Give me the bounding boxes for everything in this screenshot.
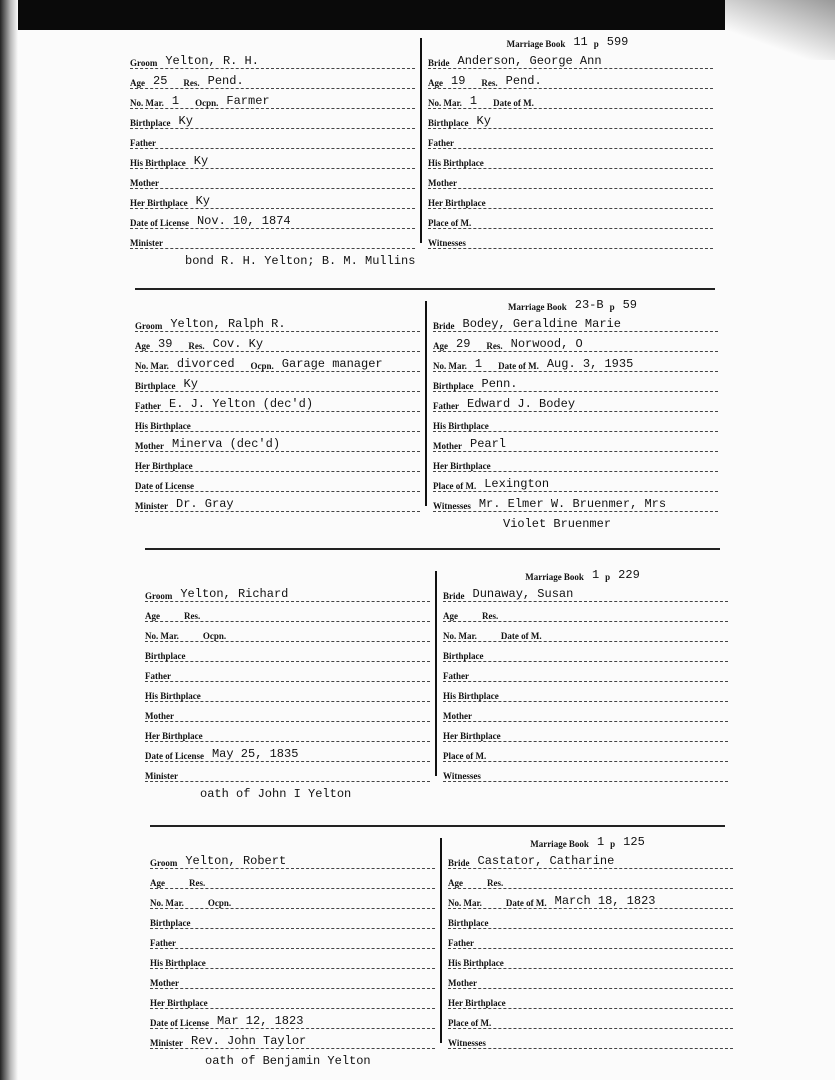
form-row bbox=[448, 989, 733, 1009]
groom-column bbox=[130, 30, 415, 249]
field-label: Ocpn. bbox=[250, 361, 274, 371]
field-label: Date of License bbox=[135, 481, 194, 491]
form-row bbox=[145, 602, 430, 622]
field-label: p bbox=[593, 39, 599, 49]
marriage-book-page: 229 bbox=[618, 568, 640, 582]
form-row bbox=[150, 989, 435, 1009]
field-label: Res. bbox=[486, 341, 503, 351]
form-row bbox=[428, 229, 713, 249]
field-label: Birthplace bbox=[428, 118, 469, 128]
field-value: Dr. Gray bbox=[176, 497, 234, 511]
field-label: Mother bbox=[145, 711, 174, 721]
form-row bbox=[433, 352, 718, 372]
record-note: bond R. H. Yelton; B. M. Mullins bbox=[185, 254, 416, 268]
form-row bbox=[428, 129, 713, 149]
form-row bbox=[443, 602, 728, 622]
form-row bbox=[448, 949, 733, 969]
field-label: Place of M. bbox=[428, 218, 472, 228]
spacer-row bbox=[145, 563, 430, 582]
field-value: Lexington bbox=[484, 477, 550, 491]
field-label: No. Mar. bbox=[443, 631, 477, 641]
field-label: Her Birthplace bbox=[135, 461, 193, 471]
field-label: Birthplace bbox=[448, 918, 489, 928]
field-label: Mother bbox=[150, 978, 179, 988]
groom-column bbox=[145, 563, 430, 782]
field-label: Witnesses bbox=[428, 238, 466, 248]
field-value: 1 bbox=[474, 357, 483, 371]
form-row bbox=[433, 392, 718, 412]
field-label: Father bbox=[443, 671, 469, 681]
marriage-book-page: 59 bbox=[622, 298, 637, 312]
field-label: Her Birthplace bbox=[145, 731, 203, 741]
field-label: Father bbox=[433, 401, 459, 411]
field-label: No. Mar. bbox=[135, 361, 169, 371]
field-label: His Birthplace bbox=[130, 158, 186, 168]
field-label: Age bbox=[150, 878, 165, 888]
form-row bbox=[150, 869, 435, 889]
scan-top-border bbox=[0, 0, 835, 30]
form-row bbox=[443, 582, 728, 602]
form-row bbox=[145, 622, 430, 642]
field-label: Age bbox=[448, 878, 463, 888]
form-row bbox=[433, 472, 718, 492]
marriage-book-number: 1 bbox=[596, 835, 605, 849]
field-label: Place of M. bbox=[433, 481, 477, 491]
field-label: Ocpn. bbox=[207, 898, 232, 908]
groom-column bbox=[135, 293, 420, 512]
groom-column bbox=[150, 830, 435, 1049]
bride-column bbox=[428, 30, 713, 249]
form-row bbox=[145, 662, 430, 682]
form-row bbox=[428, 69, 713, 89]
field-label: Her Birthplace bbox=[130, 198, 188, 208]
field-label: Place of M. bbox=[448, 1018, 492, 1028]
field-label: Father bbox=[448, 938, 474, 948]
field-label: p bbox=[605, 572, 611, 582]
form-row bbox=[130, 49, 415, 69]
field-label: Place of M. bbox=[443, 751, 487, 761]
field-label: Age bbox=[443, 611, 458, 621]
field-label: Witnesses bbox=[448, 1038, 486, 1048]
field-label: Birthplace bbox=[433, 381, 474, 391]
scan-left-edge bbox=[0, 0, 18, 1080]
field-label: Birthplace bbox=[150, 918, 191, 928]
field-label: No. Mar. bbox=[433, 361, 467, 371]
form-row bbox=[145, 642, 430, 662]
marriage-book-header bbox=[443, 563, 728, 582]
field-label: Date of License bbox=[145, 751, 204, 761]
bride-column bbox=[433, 293, 718, 512]
field-label: Date of M. bbox=[498, 361, 539, 371]
form-row bbox=[448, 889, 733, 909]
column-divider bbox=[435, 571, 437, 776]
form-row bbox=[135, 452, 420, 472]
field-label: Mother bbox=[130, 178, 159, 188]
form-row bbox=[428, 209, 713, 229]
field-value: Yelton, R. H. bbox=[165, 54, 259, 68]
field-label: Res. bbox=[487, 878, 504, 888]
field-label: Groom bbox=[150, 858, 178, 868]
marriage-book-header bbox=[448, 830, 733, 849]
marriage-book-header bbox=[433, 293, 718, 312]
form-row bbox=[433, 492, 718, 512]
form-row bbox=[443, 622, 728, 642]
form-row bbox=[433, 372, 718, 392]
field-label: Witnesses bbox=[443, 771, 481, 781]
form-row bbox=[145, 682, 430, 702]
field-value: Yelton, Robert bbox=[185, 854, 287, 868]
field-label: Groom bbox=[135, 321, 163, 331]
marriage-record bbox=[145, 563, 730, 803]
field-label: Birthplace bbox=[443, 651, 484, 661]
form-row bbox=[135, 332, 420, 352]
field-label: Father bbox=[130, 138, 156, 148]
field-label: Date of License bbox=[150, 1018, 209, 1028]
form-row bbox=[443, 722, 728, 742]
field-label: No. Mar. bbox=[428, 98, 462, 108]
field-value: Ky bbox=[476, 114, 491, 128]
field-label: Ocpn. bbox=[202, 631, 227, 641]
field-value: Pend. bbox=[207, 74, 244, 88]
field-label: No. Mar. bbox=[150, 898, 184, 908]
field-value: 1 bbox=[171, 94, 180, 108]
field-label: Birthplace bbox=[135, 381, 176, 391]
marriage-book-number: 1 bbox=[591, 568, 600, 582]
field-label: Date of License bbox=[130, 218, 189, 228]
field-value: Mar 12, 1823 bbox=[216, 1014, 304, 1028]
form-row bbox=[150, 889, 435, 909]
form-row bbox=[443, 662, 728, 682]
record-separator bbox=[150, 825, 725, 827]
field-value: 25 bbox=[153, 74, 168, 88]
form-row bbox=[433, 432, 718, 452]
bride-column bbox=[448, 830, 733, 1049]
field-label: Mother bbox=[443, 711, 472, 721]
form-row bbox=[130, 189, 415, 209]
form-row bbox=[428, 109, 713, 129]
field-label: Minister bbox=[130, 238, 163, 248]
field-value: Ky bbox=[183, 377, 198, 391]
marriage-record bbox=[150, 830, 735, 1070]
field-label: Father bbox=[150, 938, 176, 948]
field-label: Her Birthplace bbox=[428, 198, 486, 208]
field-label: Res. bbox=[188, 341, 205, 351]
field-value: Dunaway, Susan bbox=[472, 587, 574, 601]
field-value: 1 bbox=[469, 94, 478, 108]
field-label: No. Mar. bbox=[145, 631, 179, 641]
marriage-book-page: 599 bbox=[606, 35, 629, 49]
form-row bbox=[150, 849, 435, 869]
field-value: Ky bbox=[193, 154, 209, 168]
field-label: Marriage Book bbox=[508, 302, 567, 312]
form-row bbox=[150, 949, 435, 969]
field-label: Mother bbox=[428, 178, 457, 188]
field-value: Anderson, George Ann bbox=[457, 54, 602, 68]
field-label: Bride bbox=[428, 58, 450, 68]
field-label: No. Mar. bbox=[448, 898, 482, 908]
spacer-row bbox=[150, 830, 435, 849]
form-row bbox=[135, 412, 420, 432]
field-label: Father bbox=[145, 671, 171, 681]
field-label: Her Birthplace bbox=[433, 461, 491, 471]
form-row bbox=[135, 392, 420, 412]
form-row bbox=[135, 472, 420, 492]
field-label: Groom bbox=[130, 58, 158, 68]
form-row bbox=[448, 969, 733, 989]
field-label: Her Birthplace bbox=[448, 998, 506, 1008]
field-label: Groom bbox=[145, 591, 173, 601]
field-label: His Birthplace bbox=[135, 421, 191, 431]
field-label: p bbox=[609, 302, 615, 312]
bride-column bbox=[443, 563, 728, 782]
field-value: Farmer bbox=[226, 94, 270, 108]
field-value: March 18, 1823 bbox=[554, 894, 656, 908]
spacer-row bbox=[135, 293, 420, 312]
field-label: p bbox=[610, 839, 616, 849]
field-label: Res. bbox=[482, 611, 499, 621]
form-row bbox=[428, 49, 713, 69]
form-row bbox=[428, 89, 713, 109]
field-value: Mr. Elmer W. Bruenmer, Mrs bbox=[478, 497, 667, 511]
form-row bbox=[130, 209, 415, 229]
marriage-record bbox=[135, 293, 720, 533]
field-label: Date of M. bbox=[500, 631, 542, 641]
field-label: Age bbox=[130, 78, 145, 88]
field-label: Res. bbox=[183, 78, 200, 88]
form-row bbox=[443, 702, 728, 722]
form-row bbox=[448, 909, 733, 929]
record-note: oath of Benjamin Yelton bbox=[205, 1054, 371, 1068]
field-label: Age bbox=[135, 341, 150, 351]
marriage-record bbox=[130, 30, 715, 270]
field-label: Minister bbox=[150, 1038, 183, 1048]
field-label: Mother bbox=[135, 441, 164, 451]
field-value: 39 bbox=[158, 337, 173, 351]
field-label: Father bbox=[428, 138, 454, 148]
field-label: Her Birthplace bbox=[443, 731, 501, 741]
field-value: Aug. 3, 1935 bbox=[546, 357, 634, 371]
form-row bbox=[448, 1029, 733, 1049]
field-value: Norwood, O bbox=[510, 337, 583, 351]
record-separator bbox=[135, 288, 715, 290]
spacer-row bbox=[130, 30, 415, 49]
form-row bbox=[433, 412, 718, 432]
field-label: His Birthplace bbox=[428, 158, 484, 168]
field-label: Her Birthplace bbox=[150, 998, 208, 1008]
form-row bbox=[433, 332, 718, 352]
form-row bbox=[130, 109, 415, 129]
field-value: Ky bbox=[178, 114, 193, 128]
form-row bbox=[135, 312, 420, 332]
form-row bbox=[135, 432, 420, 452]
field-label: Witnesses bbox=[433, 501, 471, 511]
form-row bbox=[443, 742, 728, 762]
column-divider bbox=[440, 838, 442, 1043]
field-value: Pearl bbox=[470, 437, 507, 451]
field-label: Age bbox=[145, 611, 160, 621]
field-label: Mother bbox=[433, 441, 462, 451]
marriage-book-page: 125 bbox=[623, 835, 645, 849]
field-value: E. J. Yelton (dec'd) bbox=[169, 397, 314, 411]
field-value: Yelton, Richard bbox=[180, 587, 289, 601]
field-label: Age bbox=[428, 78, 443, 88]
column-divider bbox=[420, 38, 422, 243]
field-value: divorced bbox=[176, 357, 235, 371]
field-value: Ky bbox=[195, 194, 210, 208]
field-label: Res. bbox=[481, 78, 498, 88]
form-row bbox=[443, 682, 728, 702]
field-label: Bride bbox=[448, 858, 470, 868]
field-label: Res. bbox=[184, 611, 201, 621]
form-row bbox=[150, 909, 435, 929]
form-row bbox=[428, 149, 713, 169]
record-note-continued: Violet Bruenmer bbox=[503, 517, 612, 531]
field-label: Ocpn. bbox=[195, 98, 219, 108]
form-row bbox=[145, 742, 430, 762]
form-row bbox=[448, 869, 733, 889]
field-value: Edward J. Bodey bbox=[467, 397, 576, 411]
field-label: Bride bbox=[443, 591, 465, 601]
field-label: Minister bbox=[135, 501, 168, 511]
field-label: His Birthplace bbox=[448, 958, 504, 968]
field-value: Bodey, Geraldine Marie bbox=[462, 317, 621, 331]
field-label: Marriage Book bbox=[506, 39, 566, 49]
form-row bbox=[130, 169, 415, 189]
form-row bbox=[448, 1009, 733, 1029]
form-row bbox=[130, 229, 415, 249]
form-row bbox=[130, 149, 415, 169]
form-row bbox=[448, 849, 733, 869]
form-row bbox=[145, 582, 430, 602]
form-row bbox=[428, 189, 713, 209]
field-label: His Birthplace bbox=[150, 958, 206, 968]
record-note: oath of John I Yelton bbox=[200, 787, 352, 801]
field-value: 19 bbox=[451, 74, 466, 88]
field-label: Marriage Book bbox=[530, 839, 589, 849]
field-label: His Birthplace bbox=[433, 421, 489, 431]
field-label: Bride bbox=[433, 321, 455, 331]
field-label: Birthplace bbox=[145, 651, 186, 661]
form-row bbox=[145, 702, 430, 722]
field-value: Cov. Ky bbox=[212, 337, 264, 351]
field-label: Mother bbox=[448, 978, 477, 988]
field-label: His Birthplace bbox=[145, 691, 201, 701]
form-row bbox=[130, 89, 415, 109]
form-row bbox=[443, 762, 728, 782]
marriage-book-header bbox=[428, 30, 713, 49]
field-label: Minister bbox=[145, 771, 178, 781]
field-value: 29 bbox=[456, 337, 471, 351]
form-row bbox=[150, 969, 435, 989]
field-label: Marriage Book bbox=[525, 572, 584, 582]
field-label: Res. bbox=[189, 878, 206, 888]
form-row bbox=[433, 452, 718, 472]
field-value: May 25, 1835 bbox=[211, 747, 299, 761]
form-row bbox=[135, 352, 420, 372]
scan-right-edge bbox=[725, 0, 835, 60]
form-row bbox=[145, 722, 430, 742]
column-divider bbox=[425, 301, 427, 506]
field-label: Father bbox=[135, 401, 161, 411]
field-label: Date of M. bbox=[493, 98, 534, 108]
field-label: Date of M. bbox=[505, 898, 547, 908]
form-row bbox=[145, 762, 430, 782]
field-value: Castator, Catharine bbox=[477, 854, 615, 868]
field-label: No. Mar. bbox=[130, 98, 164, 108]
field-value: Penn. bbox=[481, 377, 518, 391]
field-label: His Birthplace bbox=[443, 691, 499, 701]
field-label: Birthplace bbox=[130, 118, 171, 128]
field-value: Yelton, Ralph R. bbox=[170, 317, 286, 331]
form-row bbox=[130, 69, 415, 89]
form-row bbox=[150, 1009, 435, 1029]
field-value: Minerva (dec'd) bbox=[172, 437, 281, 451]
form-row bbox=[428, 169, 713, 189]
form-row bbox=[150, 929, 435, 949]
form-row bbox=[433, 312, 718, 332]
form-row bbox=[135, 372, 420, 392]
field-value: Pend. bbox=[505, 74, 542, 88]
form-row bbox=[130, 129, 415, 149]
form-row bbox=[150, 1029, 435, 1049]
record-separator bbox=[145, 548, 720, 550]
form-row bbox=[135, 492, 420, 512]
marriage-book-number: 23-B bbox=[574, 298, 604, 312]
field-label: Age bbox=[433, 341, 448, 351]
marriage-book-number: 11 bbox=[573, 35, 588, 49]
form-row bbox=[448, 929, 733, 949]
field-value: Nov. 10, 1874 bbox=[196, 214, 291, 228]
field-value: Rev. John Taylor bbox=[191, 1034, 307, 1048]
field-value: Garage manager bbox=[281, 357, 383, 371]
form-row bbox=[443, 642, 728, 662]
